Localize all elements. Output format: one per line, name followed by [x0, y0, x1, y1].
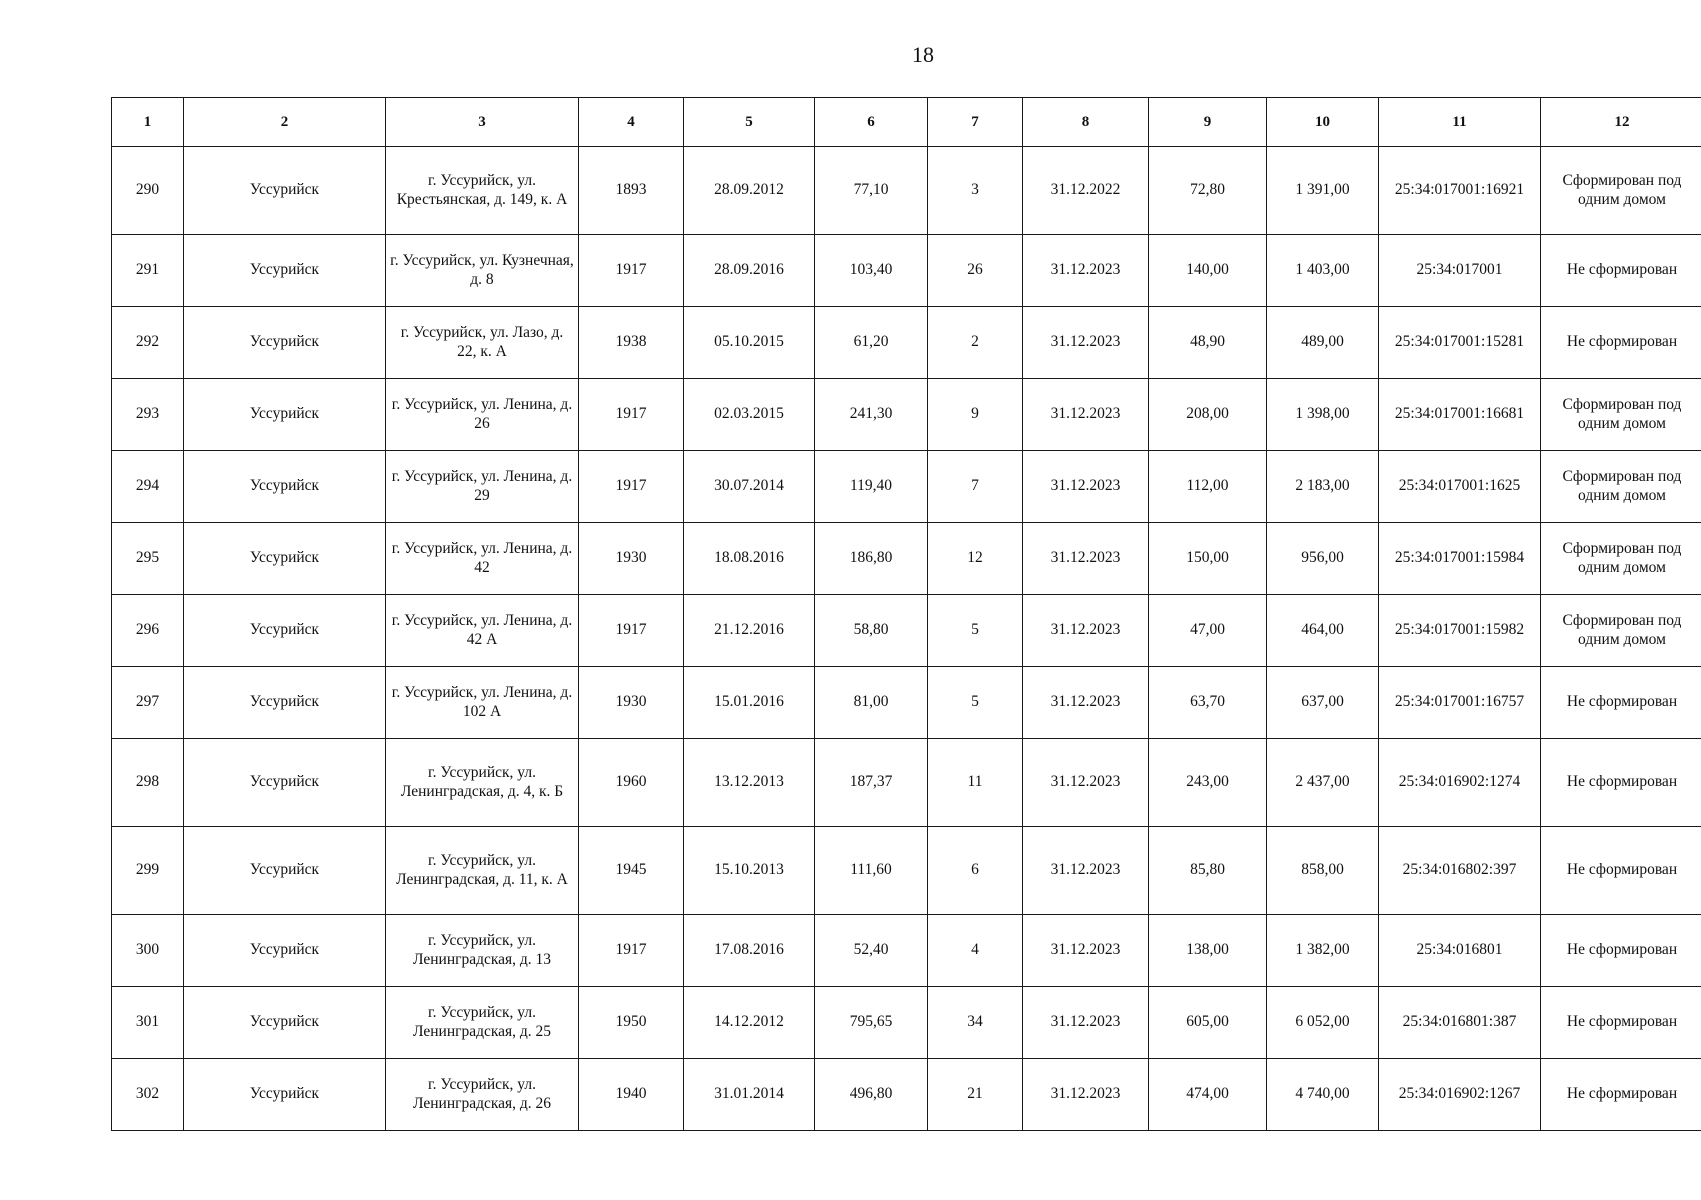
cell-address: г. Уссурийск, ул. Ленинградская, д. 4, к. Б: [386, 739, 579, 827]
cell-address: г. Уссурийск, ул. Ленинградская, д. 26: [386, 1059, 579, 1131]
cell-number: 299: [112, 827, 184, 915]
cell-resettlement-deadline: 31.12.2023: [1023, 1059, 1149, 1131]
cell-inspection-date: 21.12.2016: [684, 595, 815, 667]
cell-resettlement-deadline: 31.12.2023: [1023, 451, 1149, 523]
column-header-1: 1: [112, 98, 184, 147]
cell-plot-area: 956,00: [1267, 523, 1379, 595]
cell-resettlement-deadline: 31.12.2023: [1023, 915, 1149, 987]
cell-year-built: 1917: [579, 915, 684, 987]
cell-inspection-date: 05.10.2015: [684, 307, 815, 379]
column-header-8: 8: [1023, 98, 1149, 147]
cell-number: 292: [112, 307, 184, 379]
cell-number: 302: [112, 1059, 184, 1131]
cell-plot-area: 2 183,00: [1267, 451, 1379, 523]
cell-resettlement-deadline: 31.12.2023: [1023, 667, 1149, 739]
cell-settlement: Уссурийск: [184, 827, 386, 915]
cell-settlement: Уссурийск: [184, 451, 386, 523]
cell-land-status: Не сформирован: [1541, 307, 1701, 379]
cell-number: 290: [112, 147, 184, 235]
table-header-row: [112, 98, 1701, 147]
cell-year-built: 1917: [579, 595, 684, 667]
column-header-11: 11: [1379, 98, 1541, 147]
cell-residents: 5: [928, 595, 1023, 667]
table-row: [112, 147, 1701, 235]
cell-resettlement-deadline: 31.12.2023: [1023, 827, 1149, 915]
table-row: [112, 739, 1701, 827]
cell-cadastral-number: 25:34:017001:16757: [1379, 667, 1541, 739]
cell-cadastral-number: 25:34:017001:15982: [1379, 595, 1541, 667]
cell-settlement: Уссурийск: [184, 987, 386, 1059]
cell-area: 61,20: [815, 307, 928, 379]
cell-land-status: Не сформирован: [1541, 1059, 1701, 1131]
cell-area: 496,80: [815, 1059, 928, 1131]
cell-emergency-area: 605,00: [1149, 987, 1267, 1059]
table-body: [112, 147, 1701, 1131]
cell-cadastral-number: 25:34:017001:15984: [1379, 523, 1541, 595]
table-row: [112, 523, 1701, 595]
cell-inspection-date: 15.10.2013: [684, 827, 815, 915]
cell-residents: 9: [928, 379, 1023, 451]
cell-number: 293: [112, 379, 184, 451]
cell-land-status: Сформирован под одним домом: [1541, 451, 1701, 523]
cell-address: г. Уссурийск, ул. Крестьянская, д. 149, к. А: [386, 147, 579, 235]
table-row: [112, 667, 1701, 739]
cell-emergency-area: 48,90: [1149, 307, 1267, 379]
cell-resettlement-deadline: 31.12.2023: [1023, 595, 1149, 667]
cell-area: 795,65: [815, 987, 928, 1059]
cell-cadastral-number: 25:34:016902:1267: [1379, 1059, 1541, 1131]
cell-settlement: Уссурийск: [184, 235, 386, 307]
cell-number: 300: [112, 915, 184, 987]
cell-residents: 11: [928, 739, 1023, 827]
cell-land-status: Не сформирован: [1541, 915, 1701, 987]
cell-plot-area: 1 391,00: [1267, 147, 1379, 235]
cell-year-built: 1960: [579, 739, 684, 827]
cell-inspection-date: 15.01.2016: [684, 667, 815, 739]
cell-area: 187,37: [815, 739, 928, 827]
cell-number: 291: [112, 235, 184, 307]
cell-resettlement-deadline: 31.12.2023: [1023, 235, 1149, 307]
cell-residents: 6: [928, 827, 1023, 915]
cell-resettlement-deadline: 31.12.2023: [1023, 307, 1149, 379]
cell-land-status: Сформирован под одним домом: [1541, 379, 1701, 451]
cell-land-status: Сформирован под одним домом: [1541, 147, 1701, 235]
cell-residents: 5: [928, 667, 1023, 739]
cell-inspection-date: 18.08.2016: [684, 523, 815, 595]
table-row: [112, 235, 1701, 307]
cell-residents: 7: [928, 451, 1023, 523]
cell-cadastral-number: 25:34:016902:1274: [1379, 739, 1541, 827]
cell-area: 186,80: [815, 523, 928, 595]
cell-year-built: 1917: [579, 451, 684, 523]
column-header-9: 9: [1149, 98, 1267, 147]
cell-area: 81,00: [815, 667, 928, 739]
cell-settlement: Уссурийск: [184, 667, 386, 739]
cell-cadastral-number: 25:34:016801:387: [1379, 987, 1541, 1059]
cell-residents: 34: [928, 987, 1023, 1059]
table-row: [112, 1059, 1701, 1131]
cell-plot-area: 4 740,00: [1267, 1059, 1379, 1131]
cell-plot-area: 1 382,00: [1267, 915, 1379, 987]
cell-year-built: 1893: [579, 147, 684, 235]
cell-resettlement-deadline: 31.12.2023: [1023, 987, 1149, 1059]
cell-area: 241,30: [815, 379, 928, 451]
cell-inspection-date: 14.12.2012: [684, 987, 815, 1059]
cell-address: г. Уссурийск, ул. Ленинградская, д. 11, к. А: [386, 827, 579, 915]
cell-plot-area: 1 398,00: [1267, 379, 1379, 451]
cell-area: 58,80: [815, 595, 928, 667]
cell-plot-area: 6 052,00: [1267, 987, 1379, 1059]
column-header-10: 10: [1267, 98, 1379, 147]
cell-emergency-area: 47,00: [1149, 595, 1267, 667]
cell-area: 111,60: [815, 827, 928, 915]
cell-settlement: Уссурийск: [184, 739, 386, 827]
cell-inspection-date: 31.01.2014: [684, 1059, 815, 1131]
cell-address: г. Уссурийск, ул. Ленинградская, д. 25: [386, 987, 579, 1059]
cell-address: г. Уссурийск, ул. Ленина, д. 29: [386, 451, 579, 523]
cell-emergency-area: 138,00: [1149, 915, 1267, 987]
cell-cadastral-number: 25:34:017001:16681: [1379, 379, 1541, 451]
cell-inspection-date: 17.08.2016: [684, 915, 815, 987]
cell-cadastral-number: 25:34:016802:397: [1379, 827, 1541, 915]
cell-year-built: 1930: [579, 523, 684, 595]
cell-emergency-area: 112,00: [1149, 451, 1267, 523]
cell-land-status: Не сформирован: [1541, 667, 1701, 739]
table-row: [112, 451, 1701, 523]
cell-residents: 4: [928, 915, 1023, 987]
cell-emergency-area: 85,80: [1149, 827, 1267, 915]
cell-cadastral-number: 25:34:017001: [1379, 235, 1541, 307]
cell-address: г. Уссурийск, ул. Лазо, д. 22, к. А: [386, 307, 579, 379]
cell-settlement: Уссурийск: [184, 915, 386, 987]
cell-land-status: Сформирован под одним домом: [1541, 523, 1701, 595]
cell-year-built: 1945: [579, 827, 684, 915]
column-header-5: 5: [684, 98, 815, 147]
cell-resettlement-deadline: 31.12.2023: [1023, 379, 1149, 451]
cell-emergency-area: 140,00: [1149, 235, 1267, 307]
cell-year-built: 1930: [579, 667, 684, 739]
cell-inspection-date: 02.03.2015: [684, 379, 815, 451]
cell-resettlement-deadline: 31.12.2023: [1023, 739, 1149, 827]
cell-plot-area: 464,00: [1267, 595, 1379, 667]
cell-cadastral-number: 25:34:016801: [1379, 915, 1541, 987]
cell-emergency-area: 474,00: [1149, 1059, 1267, 1131]
page-number: 18: [912, 42, 934, 67]
cell-residents: 2: [928, 307, 1023, 379]
cell-inspection-date: 28.09.2016: [684, 235, 815, 307]
cell-inspection-date: 28.09.2012: [684, 147, 815, 235]
cell-plot-area: 489,00: [1267, 307, 1379, 379]
cell-year-built: 1940: [579, 1059, 684, 1131]
cell-area: 77,10: [815, 147, 928, 235]
cell-address: г. Уссурийск, ул. Ленина, д. 42: [386, 523, 579, 595]
column-header-4: 4: [579, 98, 684, 147]
cell-emergency-area: 63,70: [1149, 667, 1267, 739]
cell-emergency-area: 243,00: [1149, 739, 1267, 827]
cell-settlement: Уссурийск: [184, 307, 386, 379]
cell-emergency-area: 72,80: [1149, 147, 1267, 235]
cell-settlement: Уссурийск: [184, 147, 386, 235]
cell-address: г. Уссурийск, ул. Кузнечная, д. 8: [386, 235, 579, 307]
column-header-3: 3: [386, 98, 579, 147]
cell-number: 301: [112, 987, 184, 1059]
cell-land-status: Сформирован под одним домом: [1541, 595, 1701, 667]
cell-year-built: 1950: [579, 987, 684, 1059]
table-row: [112, 827, 1701, 915]
housing-registry-table: [111, 97, 1701, 1131]
table-row: [112, 595, 1701, 667]
cell-number: 295: [112, 523, 184, 595]
cell-inspection-date: 30.07.2014: [684, 451, 815, 523]
cell-area: 52,40: [815, 915, 928, 987]
cell-year-built: 1917: [579, 235, 684, 307]
column-header-2: 2: [184, 98, 386, 147]
cell-number: 294: [112, 451, 184, 523]
cell-residents: 26: [928, 235, 1023, 307]
cell-year-built: 1917: [579, 379, 684, 451]
cell-emergency-area: 150,00: [1149, 523, 1267, 595]
cell-emergency-area: 208,00: [1149, 379, 1267, 451]
cell-plot-area: 858,00: [1267, 827, 1379, 915]
cell-settlement: Уссурийск: [184, 379, 386, 451]
cell-address: г. Уссурийск, ул. Ленинградская, д. 13: [386, 915, 579, 987]
cell-cadastral-number: 25:34:017001:15281: [1379, 307, 1541, 379]
cell-number: 298: [112, 739, 184, 827]
cell-area: 103,40: [815, 235, 928, 307]
cell-number: 296: [112, 595, 184, 667]
cell-land-status: Не сформирован: [1541, 739, 1701, 827]
cell-number: 297: [112, 667, 184, 739]
cell-land-status: Не сформирован: [1541, 827, 1701, 915]
cell-resettlement-deadline: 31.12.2023: [1023, 523, 1149, 595]
cell-settlement: Уссурийск: [184, 523, 386, 595]
cell-resettlement-deadline: 31.12.2022: [1023, 147, 1149, 235]
table-row: [112, 307, 1701, 379]
table-row: [112, 379, 1701, 451]
cell-address: г. Уссурийск, ул. Ленина, д. 26: [386, 379, 579, 451]
column-header-12: 12: [1541, 98, 1701, 147]
column-header-7: 7: [928, 98, 1023, 147]
cell-plot-area: 637,00: [1267, 667, 1379, 739]
cell-land-status: Не сформирован: [1541, 235, 1701, 307]
cell-residents: 3: [928, 147, 1023, 235]
column-header-6: 6: [815, 98, 928, 147]
cell-cadastral-number: 25:34:017001:1625: [1379, 451, 1541, 523]
cell-residents: 12: [928, 523, 1023, 595]
cell-cadastral-number: 25:34:017001:16921: [1379, 147, 1541, 235]
cell-settlement: Уссурийск: [184, 595, 386, 667]
cell-plot-area: 2 437,00: [1267, 739, 1379, 827]
cell-year-built: 1938: [579, 307, 684, 379]
cell-plot-area: 1 403,00: [1267, 235, 1379, 307]
cell-inspection-date: 13.12.2013: [684, 739, 815, 827]
cell-address: г. Уссурийск, ул. Ленина, д. 102 А: [386, 667, 579, 739]
table-row: [112, 915, 1701, 987]
table-row: [112, 987, 1701, 1059]
cell-settlement: Уссурийск: [184, 1059, 386, 1131]
cell-residents: 21: [928, 1059, 1023, 1131]
cell-land-status: Не сформирован: [1541, 987, 1701, 1059]
cell-address: г. Уссурийск, ул. Ленина, д. 42 А: [386, 595, 579, 667]
cell-area: 119,40: [815, 451, 928, 523]
